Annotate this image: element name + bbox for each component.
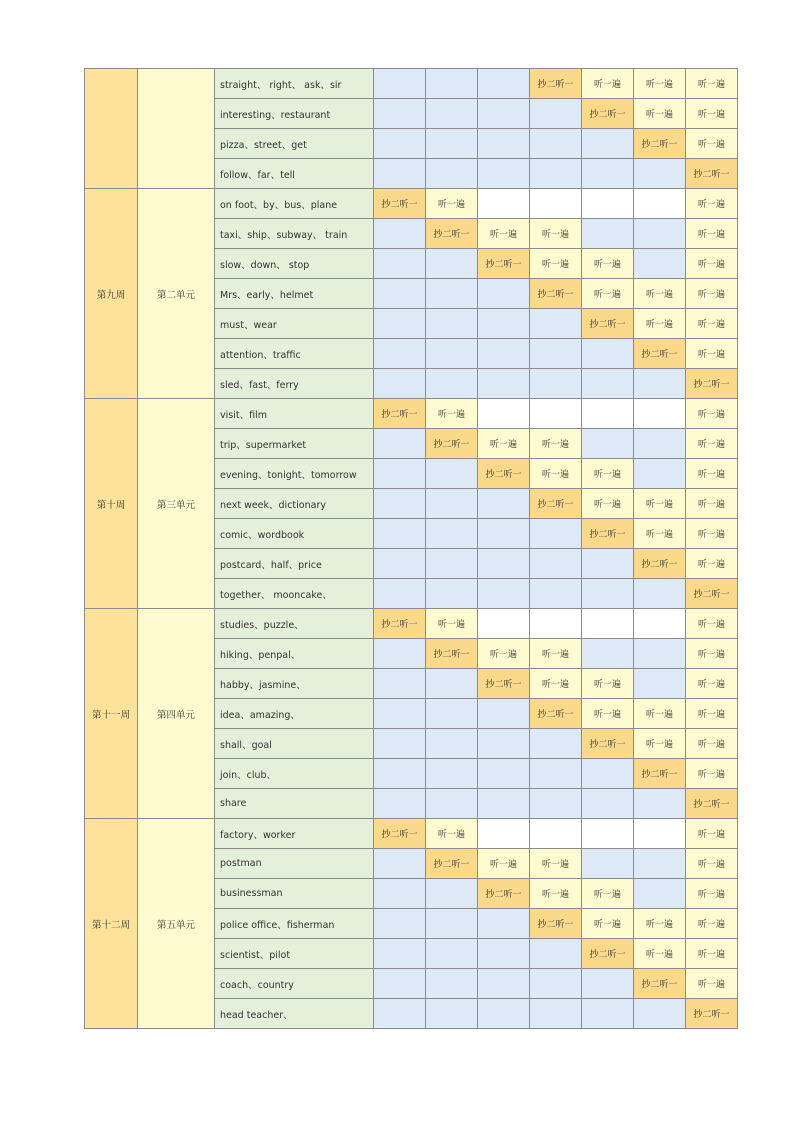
schedule-cell [634, 189, 686, 219]
listen-once-cell: 听一遍 [530, 249, 582, 279]
schedule-cell [634, 159, 686, 189]
schedule-cell [478, 369, 530, 399]
schedule-cell [582, 579, 634, 609]
schedule-cell [374, 909, 426, 939]
listen-once-cell: 听一遍 [686, 129, 738, 159]
copy-twice-listen-once-cell: 抄二听一 [478, 249, 530, 279]
schedule-cell [582, 129, 634, 159]
listen-once-cell: 听一遍 [686, 279, 738, 309]
listen-once-cell: 听一遍 [686, 969, 738, 999]
vocabulary-words: straight、 right、 ask、sir [215, 69, 374, 99]
listen-once-cell: 听一遍 [686, 699, 738, 729]
schedule-cell [634, 669, 686, 699]
table-row [85, 399, 738, 429]
schedule-cell [374, 969, 426, 999]
listen-once-cell: 听一遍 [478, 429, 530, 459]
copy-twice-listen-once-cell: 抄二听一 [426, 639, 478, 669]
schedule-cell [374, 669, 426, 699]
schedule-cell [634, 249, 686, 279]
copy-twice-listen-once-cell: 抄二听一 [686, 369, 738, 399]
copy-twice-listen-once-cell: 抄二听一 [582, 519, 634, 549]
copy-twice-listen-once-cell: 抄二听一 [374, 189, 426, 219]
schedule-cell [374, 249, 426, 279]
listen-once-cell: 听一遍 [686, 399, 738, 429]
listen-once-cell: 听一遍 [634, 69, 686, 99]
schedule-cell [582, 339, 634, 369]
listen-once-cell: 听一遍 [686, 69, 738, 99]
schedule-cell [478, 999, 530, 1029]
schedule-cell [634, 789, 686, 819]
schedule-cell [426, 969, 478, 999]
vocabulary-words: trip、supermarket [215, 429, 374, 459]
listen-once-cell: 听一遍 [634, 279, 686, 309]
schedule-cell [634, 219, 686, 249]
schedule-cell [582, 369, 634, 399]
listen-once-cell: 听一遍 [686, 879, 738, 909]
schedule-cell [374, 789, 426, 819]
schedule-cell [478, 99, 530, 129]
listen-once-cell: 听一遍 [686, 249, 738, 279]
schedule-cell [634, 579, 686, 609]
schedule-cell [530, 189, 582, 219]
unit-label: 第三单元 [138, 399, 215, 609]
listen-once-cell: 听一遍 [634, 489, 686, 519]
listen-once-cell: 听一遍 [634, 99, 686, 129]
listen-once-cell: 听一遍 [530, 879, 582, 909]
listen-once-cell: 听一遍 [530, 669, 582, 699]
schedule-cell [426, 159, 478, 189]
unit-label: 第五单元 [138, 819, 215, 1029]
schedule-cell [374, 579, 426, 609]
listen-once-cell: 听一遍 [582, 669, 634, 699]
table-row [85, 609, 738, 639]
listen-once-cell: 听一遍 [686, 909, 738, 939]
schedule-cell [478, 519, 530, 549]
listen-once-cell: 听一遍 [634, 729, 686, 759]
listen-once-cell: 听一遍 [686, 939, 738, 969]
vocabulary-words: on foot、by、bus、plane [215, 189, 374, 219]
schedule-cell [582, 219, 634, 249]
schedule-cell [426, 279, 478, 309]
table-row [85, 819, 738, 849]
listen-once-cell: 听一遍 [582, 249, 634, 279]
schedule-cell [374, 279, 426, 309]
vocabulary-words: attention、traffic [215, 339, 374, 369]
schedule-cell [634, 399, 686, 429]
week-label: 第九周 [85, 189, 138, 399]
schedule-cell [478, 129, 530, 159]
schedule-cell [530, 129, 582, 159]
schedule-cell [426, 519, 478, 549]
vocabulary-words: head teacher、 [215, 999, 374, 1029]
schedule-cell [582, 849, 634, 879]
schedule-cell [530, 339, 582, 369]
schedule-cell [634, 819, 686, 849]
copy-twice-listen-once-cell: 抄二听一 [582, 309, 634, 339]
schedule-cell [478, 489, 530, 519]
listen-once-cell: 听一遍 [530, 429, 582, 459]
schedule-cell [426, 759, 478, 789]
schedule-cell [478, 549, 530, 579]
schedule-cell [530, 99, 582, 129]
vocabulary-words: scientist、pilot [215, 939, 374, 969]
vocabulary-words: follow、far、tell [215, 159, 374, 189]
schedule-cell [374, 939, 426, 969]
schedule-cell [582, 999, 634, 1029]
vocabulary-words: slow、down、 stop [215, 249, 374, 279]
vocabulary-words: next week、dictionary [215, 489, 374, 519]
vocabulary-words: together、 mooncake、 [215, 579, 374, 609]
vocabulary-words: sled、fast、ferry [215, 369, 374, 399]
schedule-cell [478, 159, 530, 189]
schedule-cell [530, 819, 582, 849]
vocabulary-words: factory、worker [215, 819, 374, 849]
copy-twice-listen-once-cell: 抄二听一 [530, 69, 582, 99]
schedule-cell [478, 759, 530, 789]
week-label: 第十周 [85, 399, 138, 609]
schedule-cell [634, 609, 686, 639]
schedule-cell [426, 939, 478, 969]
copy-twice-listen-once-cell: 抄二听一 [634, 759, 686, 789]
schedule-cell [530, 939, 582, 969]
copy-twice-listen-once-cell: 抄二听一 [426, 429, 478, 459]
schedule-cell [374, 69, 426, 99]
vocabulary-words: share [215, 789, 374, 819]
vocabulary-words: police office、fisherman [215, 909, 374, 939]
listen-once-cell: 听一遍 [582, 699, 634, 729]
schedule-cell [634, 459, 686, 489]
schedule-cell [374, 519, 426, 549]
vocabulary-words: evening、tonight、tomorrow [215, 459, 374, 489]
schedule-cell [426, 99, 478, 129]
schedule-cell [426, 789, 478, 819]
schedule-cell [634, 849, 686, 879]
listen-once-cell: 听一遍 [686, 729, 738, 759]
schedule-cell [426, 249, 478, 279]
listen-once-cell: 听一遍 [426, 819, 478, 849]
listen-once-cell: 听一遍 [686, 639, 738, 669]
schedule-cell [530, 969, 582, 999]
listen-once-cell: 听一遍 [582, 489, 634, 519]
schedule-cell [426, 459, 478, 489]
schedule-cell [634, 879, 686, 909]
schedule-cell [374, 699, 426, 729]
unit-label [138, 69, 215, 189]
schedule-cell [426, 69, 478, 99]
vocabulary-words: studies、puzzle、 [215, 609, 374, 639]
copy-twice-listen-once-cell: 抄二听一 [426, 219, 478, 249]
schedule-cell [426, 999, 478, 1029]
schedule-cell [530, 369, 582, 399]
vocabulary-words: idea、amazing、 [215, 699, 374, 729]
schedule-cell [374, 429, 426, 459]
schedule-cell [478, 909, 530, 939]
schedule-cell [478, 339, 530, 369]
copy-twice-listen-once-cell: 抄二听一 [686, 579, 738, 609]
schedule-cell [582, 549, 634, 579]
week-label: 第十一周 [85, 609, 138, 819]
vocabulary-words: postcard、half、price [215, 549, 374, 579]
schedule-cell [530, 789, 582, 819]
listen-once-cell: 听一遍 [478, 849, 530, 879]
schedule-cell [478, 969, 530, 999]
schedule-cell [582, 399, 634, 429]
schedule-cell [530, 309, 582, 339]
copy-twice-listen-once-cell: 抄二听一 [686, 999, 738, 1029]
schedule-cell [426, 879, 478, 909]
listen-once-cell: 听一遍 [686, 309, 738, 339]
copy-twice-listen-once-cell: 抄二听一 [478, 879, 530, 909]
copy-twice-listen-once-cell: 抄二听一 [530, 279, 582, 309]
schedule-cell [530, 159, 582, 189]
listen-once-cell: 听一遍 [634, 909, 686, 939]
schedule-cell [374, 219, 426, 249]
listen-once-cell: 听一遍 [686, 669, 738, 699]
listen-once-cell: 听一遍 [686, 459, 738, 489]
schedule-cell [374, 849, 426, 879]
table-row [85, 189, 738, 219]
unit-label: 第二单元 [138, 189, 215, 399]
copy-twice-listen-once-cell: 抄二听一 [426, 849, 478, 879]
vocabulary-words: habby、jasmine、 [215, 669, 374, 699]
vocabulary-words: postman [215, 849, 374, 879]
copy-twice-listen-once-cell: 抄二听一 [374, 819, 426, 849]
schedule-cell [530, 399, 582, 429]
listen-once-cell: 听一遍 [582, 69, 634, 99]
schedule-body [85, 69, 738, 1029]
schedule-cell [530, 549, 582, 579]
vocabulary-words: Mrs、early、helmet [215, 279, 374, 309]
schedule-cell [374, 639, 426, 669]
vocabulary-words: coach、country [215, 969, 374, 999]
schedule-cell [478, 699, 530, 729]
schedule-cell [478, 309, 530, 339]
schedule-cell [478, 789, 530, 819]
copy-twice-listen-once-cell: 抄二听一 [686, 789, 738, 819]
copy-twice-listen-once-cell: 抄二听一 [374, 399, 426, 429]
schedule-cell [478, 729, 530, 759]
listen-once-cell: 听一遍 [686, 519, 738, 549]
listen-once-cell: 听一遍 [686, 489, 738, 519]
schedule-cell [582, 759, 634, 789]
vocabulary-words: interesting、restaurant [215, 99, 374, 129]
schedule-cell [426, 489, 478, 519]
copy-twice-listen-once-cell: 抄二听一 [634, 969, 686, 999]
schedule-cell [530, 759, 582, 789]
listen-once-cell: 听一遍 [634, 519, 686, 549]
schedule-cell [478, 819, 530, 849]
schedule-cell [582, 609, 634, 639]
schedule-cell [374, 309, 426, 339]
listen-once-cell: 听一遍 [582, 459, 634, 489]
copy-twice-listen-once-cell: 抄二听一 [530, 699, 582, 729]
vocabulary-words: join、club、 [215, 759, 374, 789]
copy-twice-listen-once-cell: 抄二听一 [582, 99, 634, 129]
listen-once-cell: 听一遍 [478, 639, 530, 669]
unit-label: 第四单元 [138, 609, 215, 819]
schedule-cell [374, 159, 426, 189]
copy-twice-listen-once-cell: 抄二听一 [582, 729, 634, 759]
listen-once-cell: 听一遍 [426, 609, 478, 639]
schedule-cell [426, 909, 478, 939]
vocabulary-words: must、wear [215, 309, 374, 339]
listen-once-cell: 听一遍 [426, 399, 478, 429]
schedule-cell [374, 129, 426, 159]
copy-twice-listen-once-cell: 抄二听一 [478, 459, 530, 489]
schedule-cell [426, 309, 478, 339]
vocabulary-study-schedule-table [84, 68, 738, 1029]
schedule-cell [374, 99, 426, 129]
schedule-cell [426, 549, 478, 579]
listen-once-cell: 听一遍 [478, 219, 530, 249]
copy-twice-listen-once-cell: 抄二听一 [582, 939, 634, 969]
schedule-cell [374, 549, 426, 579]
schedule-cell [374, 879, 426, 909]
listen-once-cell: 听一遍 [686, 849, 738, 879]
listen-once-cell: 听一遍 [582, 909, 634, 939]
schedule-cell [582, 159, 634, 189]
schedule-cell [374, 999, 426, 1029]
listen-once-cell: 听一遍 [686, 189, 738, 219]
listen-once-cell: 听一遍 [686, 99, 738, 129]
schedule-cell [582, 189, 634, 219]
schedule-cell [478, 579, 530, 609]
listen-once-cell: 听一遍 [686, 219, 738, 249]
vocabulary-words: hiking、penpal、 [215, 639, 374, 669]
schedule-cell [478, 189, 530, 219]
copy-twice-listen-once-cell: 抄二听一 [374, 609, 426, 639]
schedule-cell [530, 519, 582, 549]
schedule-cell [582, 429, 634, 459]
schedule-cell [478, 279, 530, 309]
listen-once-cell: 听一遍 [530, 219, 582, 249]
schedule-cell [426, 669, 478, 699]
copy-twice-listen-once-cell: 抄二听一 [634, 339, 686, 369]
schedule-cell [582, 639, 634, 669]
vocabulary-words: visit、film [215, 399, 374, 429]
schedule-cell [374, 729, 426, 759]
listen-once-cell: 听一遍 [582, 279, 634, 309]
listen-once-cell: 听一遍 [634, 699, 686, 729]
listen-once-cell: 听一遍 [686, 759, 738, 789]
listen-once-cell: 听一遍 [686, 819, 738, 849]
listen-once-cell: 听一遍 [686, 549, 738, 579]
schedule-cell [634, 999, 686, 1029]
week-label [85, 69, 138, 189]
schedule-cell [530, 729, 582, 759]
schedule-cell [426, 729, 478, 759]
schedule-cell [426, 369, 478, 399]
schedule-cell [478, 609, 530, 639]
vocabulary-words: businessman [215, 879, 374, 909]
schedule-cell [634, 369, 686, 399]
schedule-cell [478, 939, 530, 969]
schedule-cell [426, 579, 478, 609]
schedule-cell [634, 639, 686, 669]
vocabulary-words: shall、goal [215, 729, 374, 759]
schedule-cell [478, 69, 530, 99]
vocabulary-words: taxi、ship、subway、 train [215, 219, 374, 249]
schedule-cell [634, 429, 686, 459]
schedule-cell [374, 339, 426, 369]
week-label: 第十二周 [85, 819, 138, 1029]
schedule-cell [582, 819, 634, 849]
copy-twice-listen-once-cell: 抄二听一 [634, 549, 686, 579]
schedule-cell [426, 339, 478, 369]
schedule-cell [582, 789, 634, 819]
schedule-cell [478, 399, 530, 429]
listen-once-cell: 听一遍 [530, 459, 582, 489]
listen-once-cell: 听一遍 [686, 609, 738, 639]
schedule-cell [374, 369, 426, 399]
schedule-cell [426, 699, 478, 729]
schedule-cell [426, 129, 478, 159]
schedule-cell [530, 609, 582, 639]
listen-once-cell: 听一遍 [686, 339, 738, 369]
listen-once-cell: 听一遍 [634, 939, 686, 969]
copy-twice-listen-once-cell: 抄二听一 [634, 129, 686, 159]
schedule-cell [582, 969, 634, 999]
vocabulary-words: comic、wordbook [215, 519, 374, 549]
listen-once-cell: 听一遍 [582, 879, 634, 909]
schedule-cell [374, 459, 426, 489]
copy-twice-listen-once-cell: 抄二听一 [686, 159, 738, 189]
listen-once-cell: 听一遍 [634, 309, 686, 339]
schedule-cell [374, 489, 426, 519]
copy-twice-listen-once-cell: 抄二听一 [478, 669, 530, 699]
listen-once-cell: 听一遍 [530, 639, 582, 669]
vocabulary-words: pizza、street、get [215, 129, 374, 159]
table-row [85, 69, 738, 99]
listen-once-cell: 听一遍 [686, 429, 738, 459]
copy-twice-listen-once-cell: 抄二听一 [530, 489, 582, 519]
schedule-cell [530, 999, 582, 1029]
listen-once-cell: 听一遍 [426, 189, 478, 219]
schedule-cell [374, 759, 426, 789]
listen-once-cell: 听一遍 [530, 849, 582, 879]
copy-twice-listen-once-cell: 抄二听一 [530, 909, 582, 939]
schedule-cell [530, 579, 582, 609]
